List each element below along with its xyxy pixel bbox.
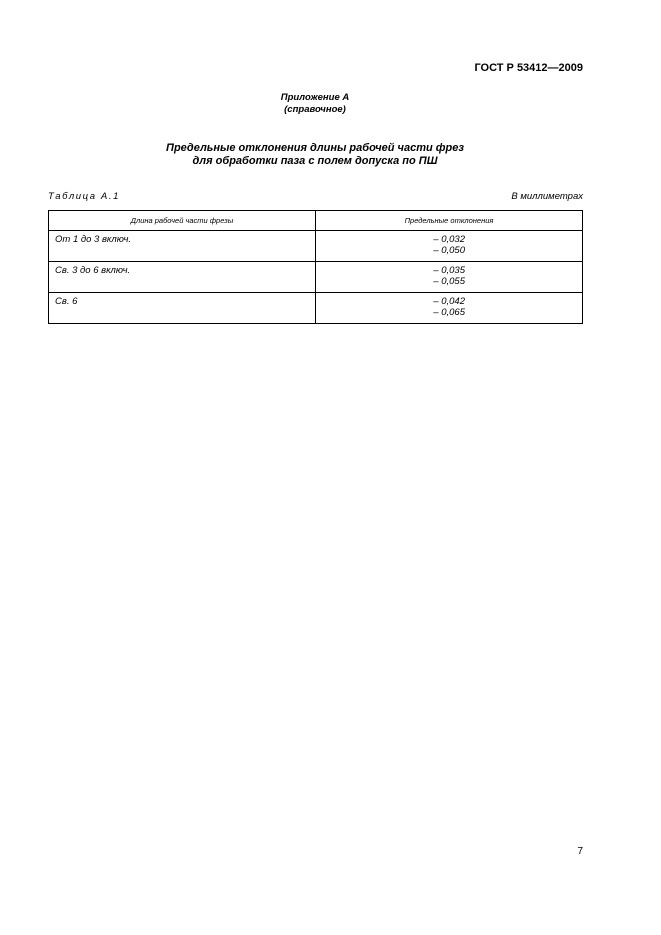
appendix-heading: [0, 92, 630, 116]
deviation-table: [48, 210, 583, 324]
section-title: [0, 142, 630, 168]
table-cell-length: [49, 262, 316, 293]
table-caption: Таблица А.1: [48, 191, 120, 202]
length-range: От 1 до 3 включ.: [55, 234, 132, 245]
table-header-row: [49, 211, 583, 231]
deviation-lower: – 0,055: [433, 276, 465, 287]
table-cell-length: [49, 293, 316, 324]
appendix-label: Приложение А: [280, 92, 350, 103]
deviation-upper: – 0,032: [433, 234, 465, 245]
table-row: [49, 293, 583, 324]
table-units: В миллиметрах: [511, 191, 583, 202]
deviation-lower: – 0,065: [433, 307, 465, 318]
table-row: [49, 262, 583, 293]
section-title-line-1: Предельные отклонения длины рабочей части фрез: [166, 142, 464, 154]
length-range: Св. 6: [55, 296, 78, 307]
deviation-upper: – 0,042: [433, 296, 465, 307]
table-cell-length: [49, 231, 316, 262]
length-range: Св. 3 до 6 включ.: [55, 265, 131, 276]
table-cell-deviations: [316, 231, 583, 262]
deviation-lower: – 0,050: [433, 245, 465, 256]
table-cell-deviations: [316, 262, 583, 293]
document-code: ГОСТ Р 53412—2009: [474, 62, 583, 74]
page-number: 7: [577, 846, 583, 857]
deviation-upper: – 0,035: [433, 265, 465, 276]
table-cell-deviations: [316, 293, 583, 324]
appendix-kind: (справочное): [284, 104, 346, 115]
column-header-length: Длина рабочей части фрезы: [49, 211, 316, 231]
column-header-deviations: Предельные отклонения: [316, 211, 583, 231]
table-row: [49, 231, 583, 262]
section-title-line-2: для обработки паза с полем допуска по ПШ: [192, 155, 438, 167]
